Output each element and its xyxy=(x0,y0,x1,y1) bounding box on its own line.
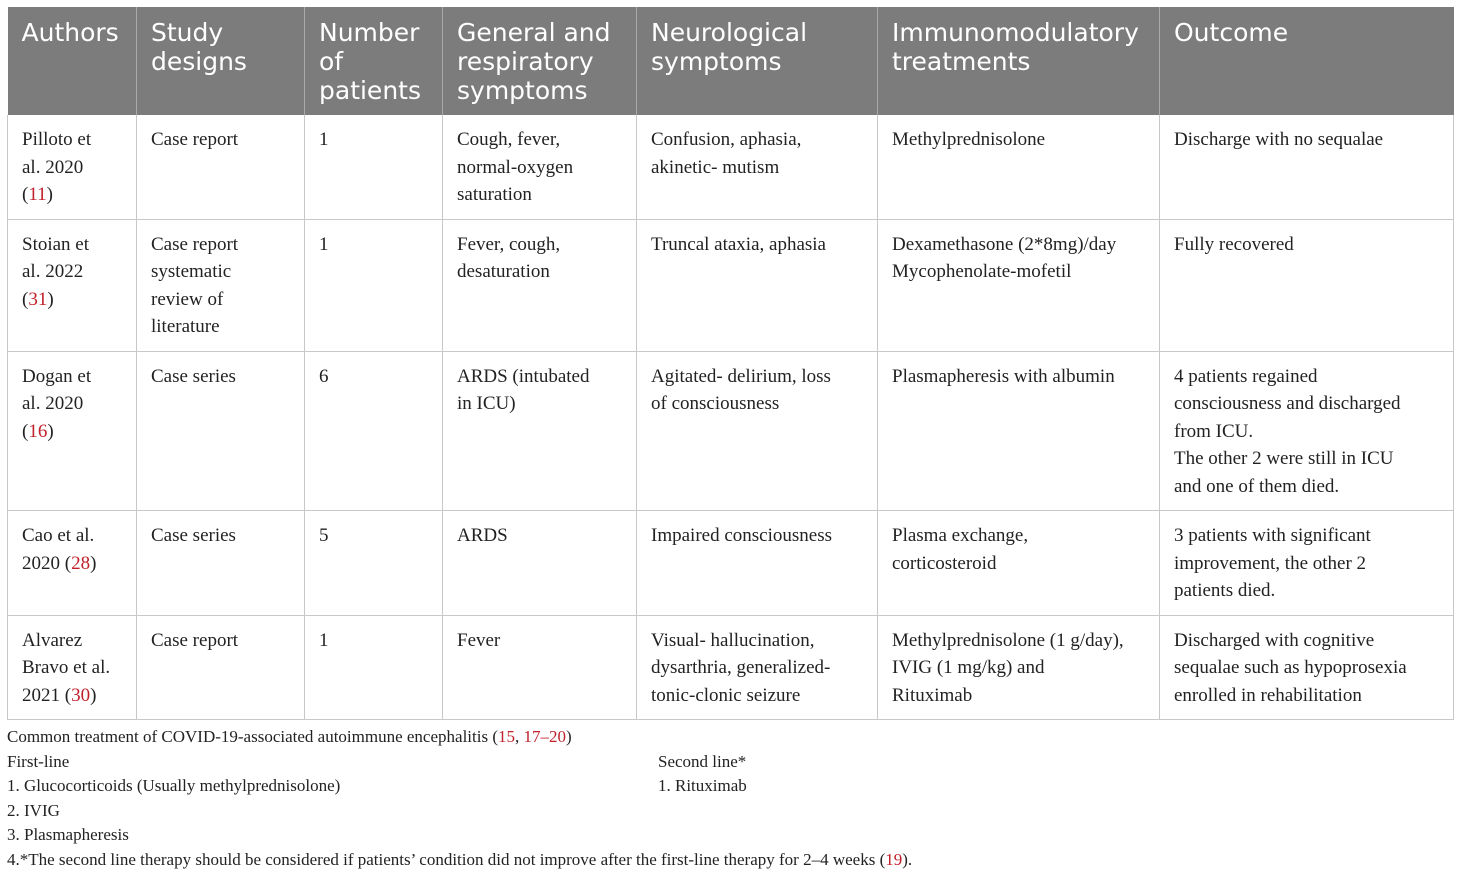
second-line-item: 1. Rituximab xyxy=(658,776,747,795)
cell-authors: Dogan et al. 2020 (16) xyxy=(8,351,137,511)
cell-general-symptoms: ARDS xyxy=(443,511,637,616)
cell-treatments: Plasmapheresis with albumin xyxy=(878,351,1160,511)
table-header-row xyxy=(8,7,1454,115)
footnote-second-line-note: 4.*The second line therapy should be considered if patients’ condition did not improve after the first-line therapy for 2–4 weeks (19). xyxy=(7,849,913,869)
reference-link[interactable]: 16 xyxy=(28,420,48,442)
reference-link[interactable]: 31 xyxy=(28,288,48,310)
footnote-caption: Common treatment of COVID-19-associated autoimmune encephalitis (15, 17–20) xyxy=(7,727,572,746)
reference-link[interactable]: 15 xyxy=(497,727,515,746)
footnote-item-row xyxy=(7,799,1453,824)
table-row xyxy=(8,351,1454,511)
cell-general-symptoms: Fever, cough, desaturation xyxy=(443,219,637,351)
cell-authors: Stoian et al. 2022 (31) xyxy=(8,219,137,351)
cell-general-symptoms: ARDS (intubated in ICU) xyxy=(443,351,637,511)
header-authors: Authors xyxy=(8,7,137,115)
cell-neurological-symptoms: Agitated- delirium, loss of consciousness xyxy=(637,351,878,511)
cell-general-symptoms: Fever xyxy=(443,615,637,720)
table-row xyxy=(8,219,1454,351)
cell-study-design: Case report xyxy=(137,615,305,720)
header-number-of-patients: Number of patients xyxy=(305,7,443,115)
cell-neurological-symptoms: Confusion, aphasia, akinetic- mutism xyxy=(637,115,878,219)
cell-outcome: 4 patients regained consciousness and discharged from ICU. The other 2 were still in ICU and one of them died. xyxy=(1160,351,1454,511)
footnote-item-row xyxy=(7,774,1453,799)
cell-neurological-symptoms: Truncal ataxia, aphasia xyxy=(637,219,878,351)
covid-encephalitis-table xyxy=(7,7,1454,720)
reference-link[interactable]: 30 xyxy=(71,684,91,706)
table-footnotes xyxy=(7,725,1453,872)
reference-link[interactable]: 28 xyxy=(71,552,91,574)
cell-outcome: 3 patients with significant improvement, the other 2 patients died. xyxy=(1160,511,1454,616)
cell-authors: Pilloto et al. 2020 (11) xyxy=(8,115,137,219)
cell-number-of-patients: 1 xyxy=(305,115,443,219)
first-line-item: 3. Plasmapheresis xyxy=(7,825,129,844)
cell-treatments: Plasma exchange, corticosteroid xyxy=(878,511,1160,616)
first-line-item: 2. IVIG xyxy=(7,800,60,820)
cell-neurological-symptoms: Impaired consciousness xyxy=(637,511,878,616)
reference-link[interactable]: 19 xyxy=(885,849,903,869)
cell-number-of-patients: 6 xyxy=(305,351,443,511)
cell-study-design: Case series xyxy=(137,511,305,616)
cell-outcome: Discharge with no sequalae xyxy=(1160,115,1454,219)
cell-general-symptoms: Cough, fever, normal-oxygen saturation xyxy=(443,115,637,219)
second-line-title: Second line* xyxy=(658,751,747,771)
header-study-designs: Study designs xyxy=(137,7,305,115)
reference-link[interactable]: 17–20 xyxy=(523,727,566,746)
cell-number-of-patients: 1 xyxy=(305,615,443,720)
cell-authors: Alvarez Bravo et al. 2021 (30) xyxy=(8,615,137,720)
header-outcome: Outcome xyxy=(1160,7,1454,115)
table-row xyxy=(8,511,1454,616)
footnote-line-titles xyxy=(7,750,1453,775)
cell-study-design: Case series xyxy=(137,351,305,511)
cell-number-of-patients: 5 xyxy=(305,511,443,616)
header-neurological-symptoms: Neurological symptoms xyxy=(637,7,878,115)
cell-study-design: Case report systematic review of literature xyxy=(137,219,305,351)
cell-neurological-symptoms: Visual- hallucination, dysarthria, generalized- tonic-clonic seizure xyxy=(637,615,878,720)
first-line-title: First-line xyxy=(7,751,70,771)
table-row xyxy=(8,115,1454,219)
cell-study-design: Case report xyxy=(137,115,305,219)
cell-outcome: Fully recovered xyxy=(1160,219,1454,351)
first-line-item: 1. Glucocorticoids (Usually methylprednisolone) xyxy=(7,776,341,795)
cell-number-of-patients: 1 xyxy=(305,219,443,351)
cell-treatments: Methylprednisolone (1 g/day), IVIG (1 mg/kg) and Rituximab xyxy=(878,615,1160,720)
reference-link[interactable]: 11 xyxy=(28,184,47,205)
header-general-respiratory-symptoms: General and respiratory symptoms xyxy=(443,7,637,115)
cell-treatments: Methylprednisolone xyxy=(878,115,1160,219)
header-immunomodulatory-treatments: Immunomodulatory treatments xyxy=(878,7,1160,115)
cell-authors: Cao et al. 2020 (28) xyxy=(8,511,137,616)
cell-outcome: Discharged with cognitive sequalae such as hypoprosexia enrolled in rehabilitation xyxy=(1160,615,1454,720)
footnote-item-row xyxy=(7,823,1453,848)
cell-treatments: Dexamethasone (2*8mg)/day Mycophenolate-mofetil xyxy=(878,219,1160,351)
table-row xyxy=(8,615,1454,720)
